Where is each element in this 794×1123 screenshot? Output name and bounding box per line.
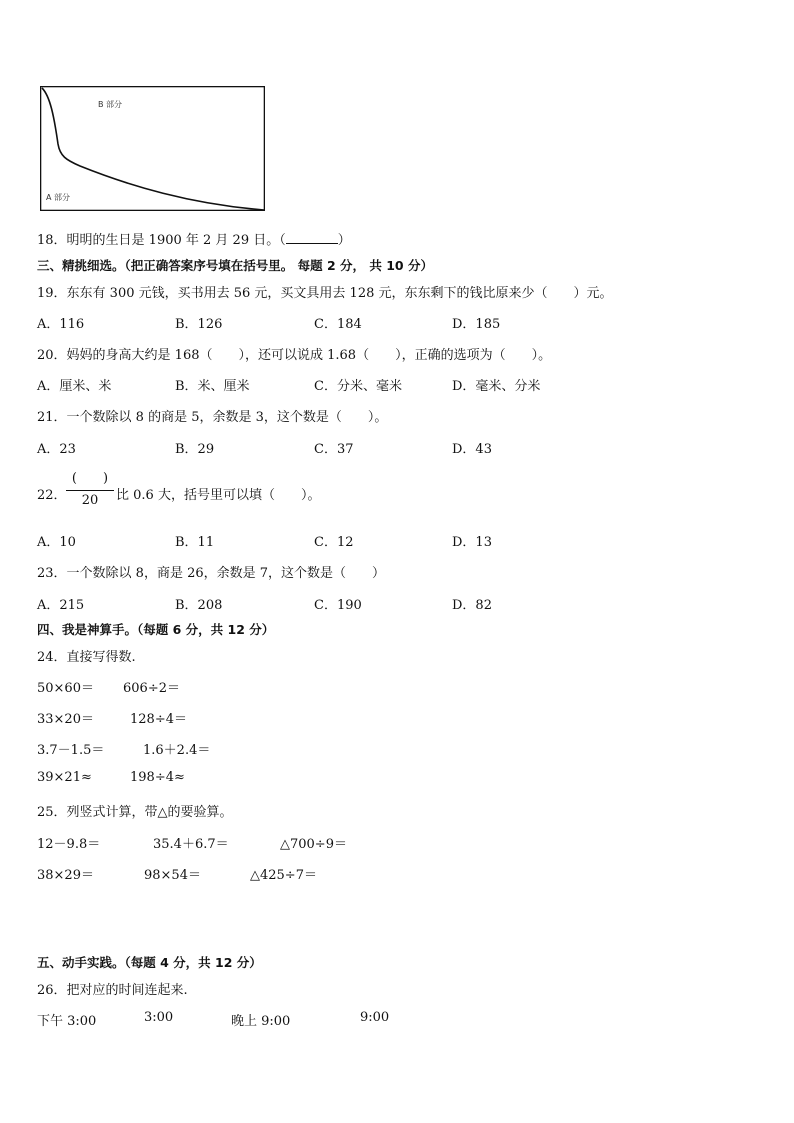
calc-item: 35.4＋6.7＝	[153, 837, 229, 852]
question-23-text: 23．一个数除以 8，商是 26，余数是 7，这个数是（ ）	[37, 566, 386, 581]
calc-item: 3.7－1.5＝	[37, 743, 105, 758]
question-22-suffix: 比 0.6 大，括号里可以填（ ）。	[116, 488, 321, 503]
calc-item: 50×60＝	[37, 681, 94, 696]
question-23-option-a[interactable]: A．215	[37, 598, 85, 613]
question-21-option-a[interactable]: A．23	[37, 442, 76, 457]
question-18	[37, 229, 351, 248]
question-23-option-c[interactable]: C．190	[314, 598, 362, 613]
question-22-prefix: 22．	[37, 488, 67, 503]
question-18-close: ）	[337, 233, 351, 248]
calc-item: 606÷2＝	[123, 681, 180, 696]
question-18-text: 18．明明的生日是 1900 年 2 月 29 日。（	[37, 233, 286, 248]
calc-item: △700÷9＝	[280, 837, 347, 852]
question-21-option-d[interactable]: D．43	[452, 442, 492, 457]
curve-figure	[40, 86, 265, 211]
question-19-option-b[interactable]: B．126	[175, 317, 223, 332]
question-20-text: 20．妈妈的身高大约是 168（ ），还可以说成 1.68（ ），正确的选项为（ ）。	[37, 348, 552, 363]
calc-item: 39×21≈	[37, 770, 92, 785]
fraction-bar	[66, 490, 114, 491]
time-item[interactable]: 晚上 9:00	[231, 1014, 291, 1029]
time-item[interactable]: 下午 3:00	[37, 1014, 97, 1029]
question-22-fraction	[66, 470, 114, 509]
calc-item: 12－9.8＝	[37, 837, 101, 852]
fraction-numerator[interactable]: ( )	[71, 471, 109, 486]
question-24-title: 24．直接写得数.	[37, 650, 136, 665]
question-20-option-d[interactable]: D．毫米、分米	[452, 379, 541, 394]
question-19-option-c[interactable]: C．184	[314, 317, 362, 332]
question-21-option-b[interactable]: B．29	[175, 442, 215, 457]
calc-item: 198÷4≈	[130, 770, 185, 785]
question-19-option-d[interactable]: D．185	[452, 317, 501, 332]
question-22-option-c[interactable]: C．12	[314, 535, 354, 550]
question-19-text: 19．东东有 300 元钱，买书用去 56 元，买文具用去 128 元，东东剩下的钱比原来少（ ）元。	[37, 286, 613, 301]
calc-item: △425÷7＝	[250, 868, 317, 883]
calc-item: 1.6＋2.4＝	[143, 743, 211, 758]
question-26-title: 26．把对应的时间连起来.	[37, 983, 188, 998]
question-20-option-a[interactable]: A．厘米、米	[37, 379, 112, 394]
time-item[interactable]: 9:00	[360, 1010, 390, 1025]
figure-frame	[41, 87, 265, 211]
question-19-option-a[interactable]: A．116	[37, 317, 85, 332]
calc-item: 98×54＝	[144, 868, 201, 883]
question-20-option-c[interactable]: C．分米、毫米	[314, 379, 402, 394]
question-21-option-c[interactable]: C．37	[314, 442, 354, 457]
question-21-text: 21．一个数除以 8 的商是 5，余数是 3，这个数是（ ）。	[37, 410, 388, 425]
question-22-option-a[interactable]: A．10	[37, 535, 76, 550]
section-3-title: 三、精挑细选。（把正确答案序号填在括号里。 每题 2 分， 共 10 分）	[37, 258, 433, 273]
question-22-option-d[interactable]: D．13	[452, 535, 492, 550]
question-22-option-b[interactable]: B．11	[175, 535, 215, 550]
figure-label-b: B 部分	[98, 100, 123, 109]
calc-item: 33×20＝	[37, 712, 94, 727]
question-23-option-d[interactable]: D．82	[452, 598, 492, 613]
question-20-option-b[interactable]: B．米、厘米	[175, 379, 250, 394]
fraction-denominator: 20	[81, 493, 99, 508]
calc-item: 38×29＝	[37, 868, 94, 883]
section-5-title: 五、动手实践。（每题 4 分，共 12 分）	[37, 955, 262, 970]
question-25-title: 25．列竖式计算，带△的要验算。	[37, 805, 233, 820]
time-item[interactable]: 3:00	[144, 1010, 174, 1025]
calc-item: 128÷4＝	[130, 712, 187, 727]
answer-blank[interactable]	[286, 231, 338, 244]
question-23-option-b[interactable]: B．208	[175, 598, 223, 613]
figure-label-a: A 部分	[46, 193, 71, 202]
section-4-title: 四、我是神算手。（每题 6 分，共 12 分）	[37, 622, 275, 637]
